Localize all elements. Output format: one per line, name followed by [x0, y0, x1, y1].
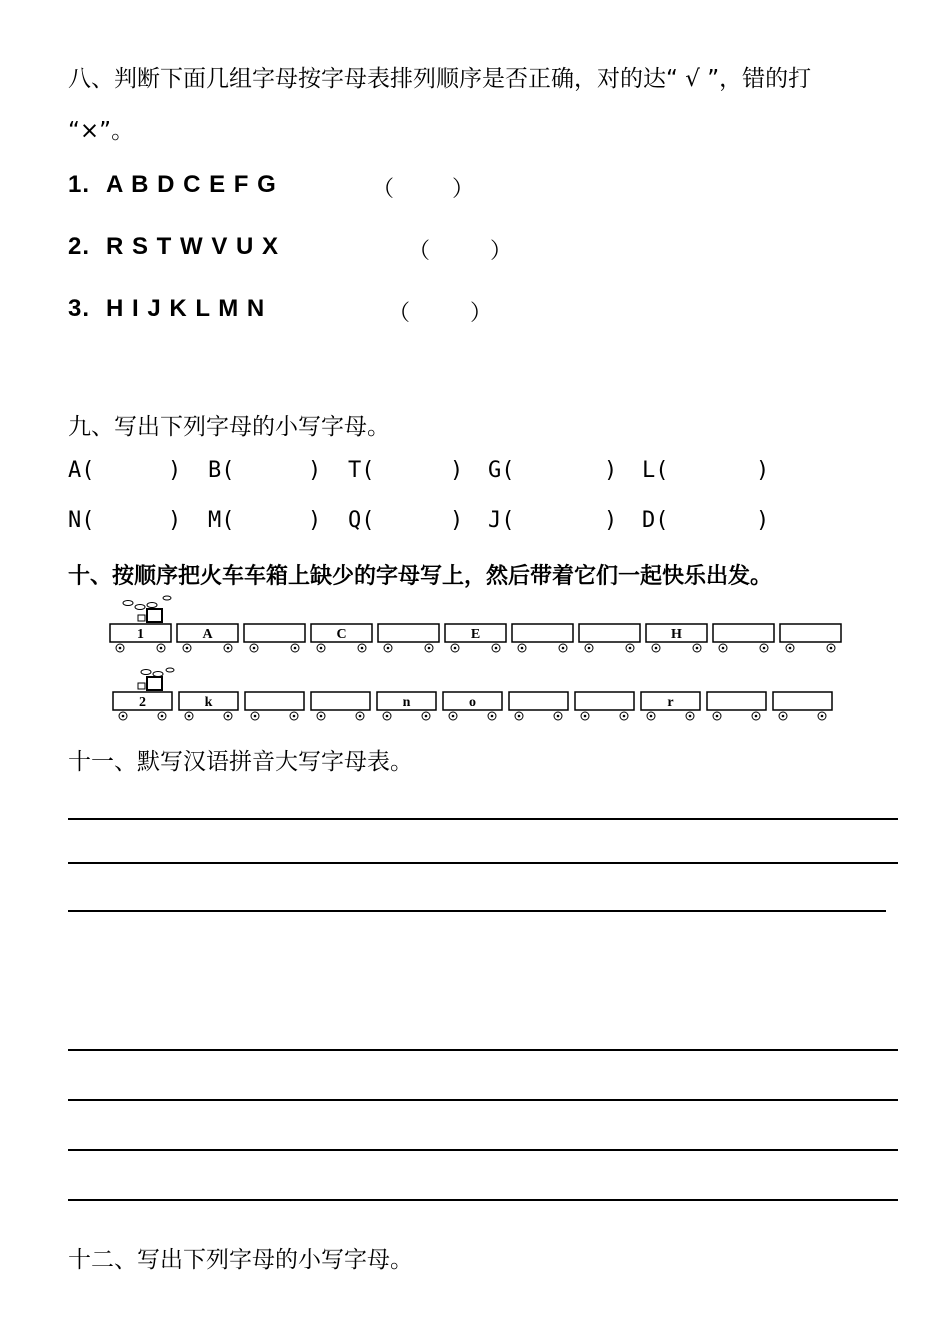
- writing-line[interactable]: [68, 1049, 898, 1051]
- writing-line[interactable]: [68, 910, 886, 912]
- q9-row1-a-close: ): [168, 458, 182, 483]
- train-car[interactable]: [579, 624, 640, 652]
- car-letter: A: [202, 627, 213, 642]
- train-cab-icon: [147, 609, 162, 622]
- q9-row2-q-open: Q(: [348, 508, 375, 533]
- q8-item-3-open-paren: （: [388, 301, 411, 326]
- q8-title-line2: “×”。: [68, 118, 135, 144]
- train-engine: [113, 692, 172, 720]
- train-car: [311, 624, 372, 652]
- q9-row2-n-open: N(: [68, 508, 95, 533]
- q9-row1-t-close: ): [450, 458, 464, 483]
- train-car: [177, 624, 238, 652]
- q9-row1-g-close: ): [604, 458, 618, 483]
- q9-row2-d-open: D(: [642, 508, 669, 533]
- writing-line[interactable]: [68, 862, 898, 864]
- writing-line[interactable]: [68, 818, 898, 820]
- q12-title: 十二、写出下列字母的小写字母。: [68, 1247, 413, 1273]
- smoke-puff-icon: [147, 603, 157, 608]
- train-car[interactable]: [713, 624, 774, 652]
- car-letter: E: [470, 627, 481, 642]
- q8-item-2-number: 2.: [68, 233, 91, 260]
- q9-row2-j-open: J(: [488, 508, 515, 533]
- train-car[interactable]: [378, 624, 439, 652]
- car-letter: r: [667, 695, 674, 710]
- train-car: [377, 692, 436, 720]
- smoke-puff-icon: [163, 596, 171, 600]
- smoke-puff-icon: [123, 601, 133, 606]
- train-car[interactable]: [575, 692, 634, 720]
- q8-item-1-letters: A B D C E F G: [106, 171, 277, 198]
- q9-row2-m-close: ): [308, 508, 322, 533]
- q8-item-2-close-paren: ）: [490, 239, 513, 264]
- train-chimney-icon: [138, 683, 145, 689]
- q9-row1-b-close: ): [308, 458, 322, 483]
- q11-title: 十一、默写汉语拼音大写字母表。: [68, 749, 413, 775]
- q9-row1-t-open: T(: [348, 458, 375, 483]
- q8-title-line1: 八、判断下面几组字母按字母表排列顺序是否正确，对的达“ √ ”，错的打: [68, 66, 812, 92]
- q9-row1-l-open: L(: [642, 458, 669, 483]
- q9-row1-b-open: B(: [208, 458, 235, 483]
- q8-item-2-letters: R S T W V U X: [106, 233, 280, 260]
- train-car[interactable]: [773, 692, 832, 720]
- q9-row1-g-open: G(: [488, 458, 515, 483]
- car-letter: n: [402, 695, 411, 710]
- smoke-puff-icon: [141, 670, 151, 675]
- train-car: [641, 692, 700, 720]
- q8-item-3-letters: H I J K L M N: [106, 295, 266, 322]
- train-engine: [110, 624, 171, 652]
- car-letter: 1: [137, 627, 144, 642]
- train-car[interactable]: [509, 692, 568, 720]
- q9-row2-n-close: ): [168, 508, 182, 533]
- train-car: [646, 624, 707, 652]
- train-car[interactable]: [780, 624, 841, 652]
- car-letter: 2: [139, 695, 146, 710]
- train-car[interactable]: [512, 624, 573, 652]
- writing-line[interactable]: [68, 1149, 898, 1151]
- q8-item-1-number: 1.: [68, 171, 91, 198]
- smoke-puff-icon: [153, 672, 163, 677]
- q8-item-1-close-paren: ）: [452, 177, 475, 202]
- writing-line[interactable]: [68, 1199, 898, 1201]
- q9-row1-l-close: ): [756, 458, 770, 483]
- train-car[interactable]: [707, 692, 766, 720]
- train-car[interactable]: [244, 624, 305, 652]
- train-chimney-icon: [138, 615, 145, 621]
- q10-title: 十、按顺序把火车车箱上缺少的字母写上，然后带着它们一起快乐出发。: [68, 563, 773, 589]
- train-car[interactable]: [245, 692, 304, 720]
- car-letter: k: [204, 695, 213, 710]
- q8-item-3-number: 3.: [68, 295, 91, 322]
- train-cab-icon: [147, 677, 162, 690]
- q9-row2-q-close: ): [450, 508, 464, 533]
- smoke-puff-icon: [135, 605, 145, 610]
- car-letter: C: [336, 627, 347, 642]
- smoke-puff-icon: [166, 668, 174, 672]
- writing-line[interactable]: [68, 1099, 898, 1101]
- train-car: [443, 692, 502, 720]
- q8-item-3-close-paren: ）: [470, 301, 493, 326]
- q8-item-1-open-paren: （: [372, 177, 395, 202]
- q9-row1-a-open: A(: [68, 458, 95, 483]
- q9-row2-m-open: M(: [208, 508, 235, 533]
- train-car: [445, 624, 506, 652]
- train-car: [179, 692, 238, 720]
- q9-row2-j-close: ): [604, 508, 618, 533]
- q9-title: 九、写出下列字母的小写字母。: [68, 414, 390, 440]
- train-illustration: [100, 592, 845, 722]
- train-car[interactable]: [311, 692, 370, 720]
- car-letter: H: [671, 627, 682, 642]
- q9-row2-d-close: ): [756, 508, 770, 533]
- q8-item-2-open-paren: （: [408, 239, 431, 264]
- car-letter: o: [469, 695, 476, 710]
